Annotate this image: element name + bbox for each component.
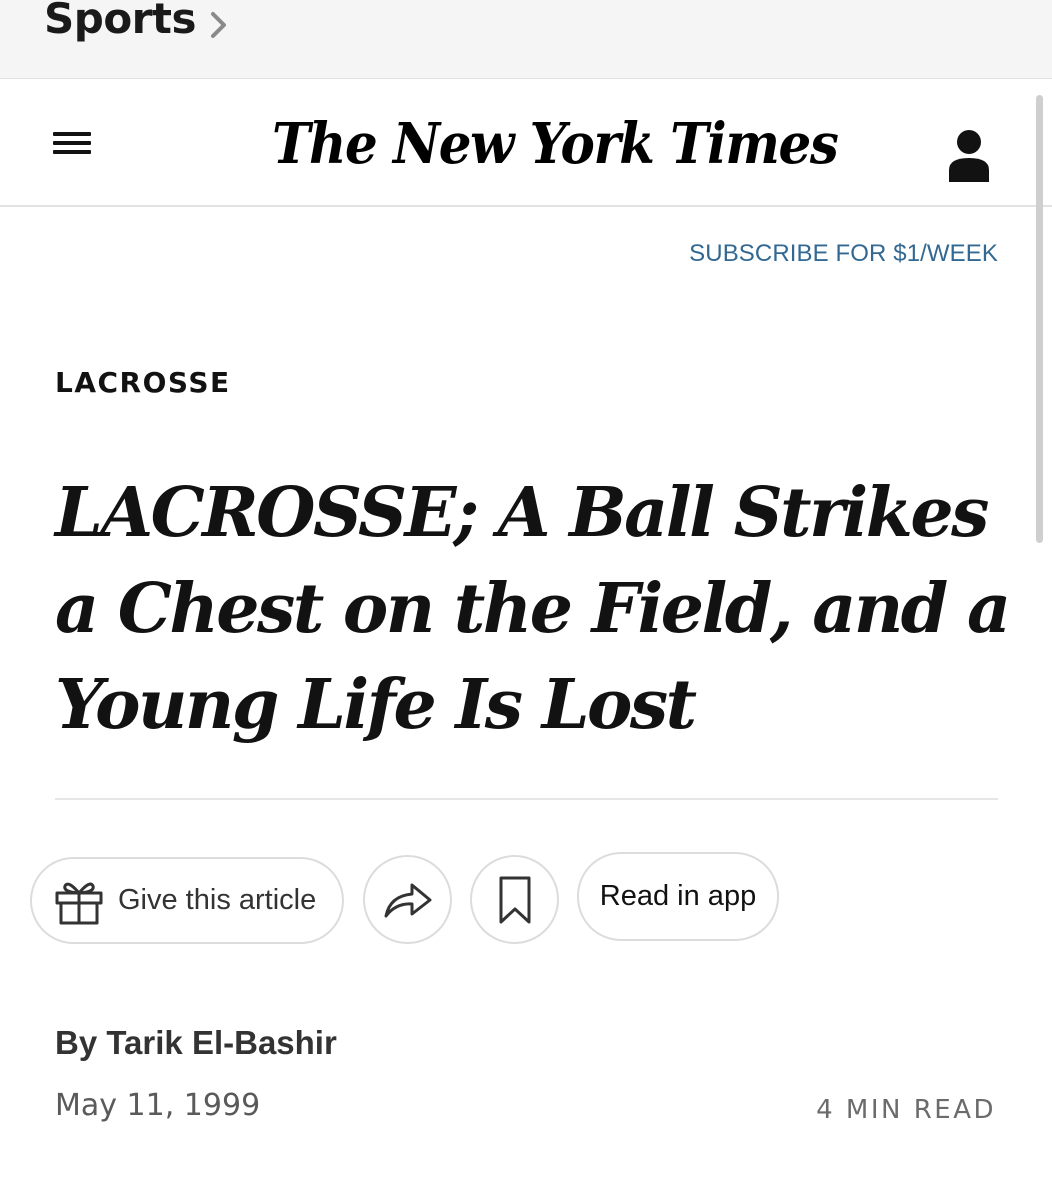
nyt-logo[interactable]: The New York Times [272, 111, 838, 177]
give-article-button[interactable] [30, 857, 344, 944]
scrollbar[interactable] [1036, 95, 1043, 543]
chevron-right-icon[interactable] [208, 10, 230, 40]
share-arrow-icon [382, 880, 434, 920]
hamburger-menu-icon[interactable] [53, 132, 91, 158]
subscribe-link[interactable]: SUBSCRIBE FOR $1/WEEK [689, 240, 998, 267]
bookmark-icon [498, 875, 532, 925]
back-link-sports[interactable]: Sports [44, 0, 196, 43]
give-article-label: Give this article [118, 884, 317, 916]
section-kicker[interactable]: LACROSSE [55, 366, 231, 399]
read-in-app-button[interactable] [577, 852, 779, 941]
article-headline: LACROSSE; A Ball Strikes a Chest on the Field, and a Young Life Is Lost [55, 473, 1009, 745]
masthead [0, 80, 1052, 207]
back-navigation-bar [0, 0, 1052, 79]
share-button[interactable] [363, 855, 452, 944]
person-icon[interactable] [946, 128, 992, 182]
publish-date: May 11, 1999 [55, 1088, 261, 1123]
byline[interactable]: By Tarik El-Bashir [55, 1024, 337, 1061]
read-time: 4 MIN READ [816, 1095, 996, 1125]
gift-icon [54, 876, 104, 926]
save-button[interactable] [470, 855, 559, 944]
read-in-app-label: Read in app [599, 880, 757, 912]
divider [55, 798, 998, 800]
